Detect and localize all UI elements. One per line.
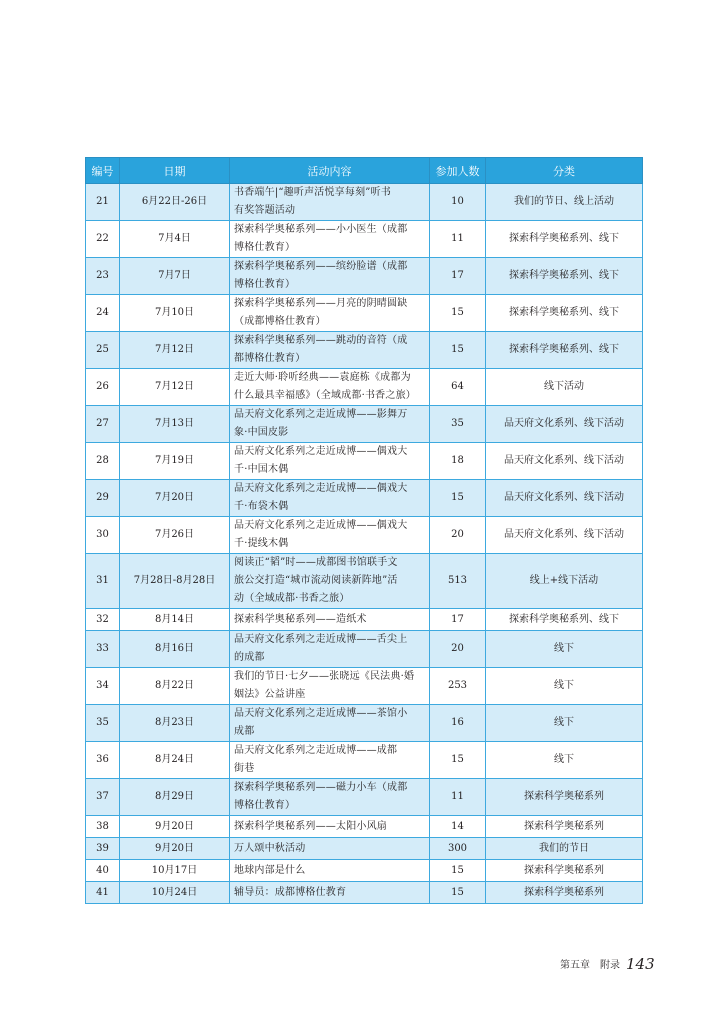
content-line: （成都博格仕教育） (234, 316, 326, 327)
content-line: 千·提线木偶 (234, 538, 289, 549)
content-line: 的成都 (234, 652, 265, 663)
page-footer (560, 955, 670, 975)
cell-participants: 15 (430, 882, 486, 904)
content-line: 探索科学奥秘系列——缤纷脸谱（成都 (234, 261, 408, 272)
cell-number: 29 (86, 480, 120, 517)
cell-participants: 15 (430, 295, 486, 332)
cell-participants: 64 (430, 369, 486, 406)
content-line: 走近大师·聆听经典——袁庭栋《成都为 (234, 372, 411, 383)
cell-category: 我们的节日、线上活动 (486, 184, 643, 221)
cell-content (230, 609, 430, 631)
table-row (86, 332, 643, 369)
header-date: 日期 (120, 158, 230, 184)
cell-date: 8月22日 (120, 668, 230, 705)
content-line: 什么最具幸福感》（全域成都·书香之旅） (234, 390, 416, 401)
cell-content (230, 517, 430, 554)
cell-participants: 10 (430, 184, 486, 221)
cell-number: 41 (86, 882, 120, 904)
cell-number: 37 (86, 779, 120, 816)
content-line: 书香端午|“趣听声活悦享每刻”听书 (234, 187, 391, 198)
content-line: 我们的节日·七夕——张晓远《民法典·婚 (234, 671, 415, 682)
cell-participants: 18 (430, 443, 486, 480)
content-line: 阅读正“韬”时——成都图书馆联手文 (234, 557, 398, 568)
content-line: 探索科学奥秘系列——月亮的阴晴圆缺 (234, 298, 408, 309)
content-line: 品天府文化系列之走近成博——偶戏大 (234, 483, 408, 494)
cell-participants: 20 (430, 517, 486, 554)
cell-date: 8月24日 (120, 742, 230, 779)
cell-category: 线下 (486, 742, 643, 779)
cell-content (230, 406, 430, 443)
cell-category: 探索科学奥秘系列 (486, 816, 643, 838)
table-row (86, 184, 643, 221)
content-line: 博格仕教育） (234, 242, 296, 253)
cell-category: 探索科学奥秘系列、线下 (486, 258, 643, 295)
cell-category: 探索科学奥秘系列、线下 (486, 609, 643, 631)
content-line: 都博格仕教育） (234, 353, 306, 364)
table-row (86, 631, 643, 668)
cell-number: 21 (86, 184, 120, 221)
content-line: 品天府文化系列之走近成博——舌尖上 (234, 634, 408, 645)
cell-number: 22 (86, 221, 120, 258)
content-line: 地球内部是什么 (234, 864, 306, 876)
cell-category: 探索科学奥秘系列、线下 (486, 332, 643, 369)
table-row (86, 295, 643, 332)
cell-number: 36 (86, 742, 120, 779)
cell-content (230, 369, 430, 406)
content-line: 探索科学奥秘系列——造纸术 (234, 613, 367, 625)
cell-content (230, 631, 430, 668)
cell-number: 39 (86, 838, 120, 860)
cell-number: 26 (86, 369, 120, 406)
cell-participants: 300 (430, 838, 486, 860)
cell-number: 32 (86, 609, 120, 631)
cell-number: 31 (86, 554, 120, 609)
cell-number: 28 (86, 443, 120, 480)
content-line: 旅公交打造“城市流动阅读新阵地”活 (234, 575, 398, 586)
table-row (86, 369, 643, 406)
cell-date: 6月22日-26日 (120, 184, 230, 221)
cell-content (230, 554, 430, 609)
table-row (86, 668, 643, 705)
cell-content (230, 443, 430, 480)
cell-date: 10月24日 (120, 882, 230, 904)
cell-content (230, 221, 430, 258)
table-row (86, 742, 643, 779)
cell-participants: 14 (430, 816, 486, 838)
cell-category: 线下活动 (486, 369, 643, 406)
cell-participants: 11 (430, 221, 486, 258)
cell-date: 9月20日 (120, 816, 230, 838)
cell-category: 品天府文化系列、线下活动 (486, 517, 643, 554)
cell-category: 线下 (486, 705, 643, 742)
cell-participants: 35 (430, 406, 486, 443)
cell-content (230, 882, 430, 904)
content-line: 品天府文化系列之走近成博——茶馆小 (234, 708, 408, 719)
cell-category: 品天府文化系列、线下活动 (486, 443, 643, 480)
cell-number: 40 (86, 860, 120, 882)
cell-participants: 16 (430, 705, 486, 742)
cell-category: 探索科学奥秘系列 (486, 882, 643, 904)
cell-number: 30 (86, 517, 120, 554)
cell-date: 7月20日 (120, 480, 230, 517)
cell-date: 7月12日 (120, 369, 230, 406)
chapter-label: 第五章 附录 (560, 960, 620, 971)
table-row (86, 705, 643, 742)
table-row (86, 443, 643, 480)
table-row (86, 258, 643, 295)
content-line: 成都 (234, 726, 255, 737)
header-category: 分类 (486, 158, 643, 184)
cell-category: 探索科学奥秘系列、线下 (486, 221, 643, 258)
cell-number: 24 (86, 295, 120, 332)
content-line: 辅导员：成都博格仕教育 (234, 886, 347, 898)
cell-number: 25 (86, 332, 120, 369)
content-line: 象·中国皮影 (234, 427, 289, 438)
cell-content (230, 705, 430, 742)
cell-participants: 15 (430, 860, 486, 882)
content-line: 动（全域成都·书香之旅） (234, 593, 350, 604)
content-line: 探索科学奥秘系列——小小医生（成都 (234, 224, 408, 235)
content-line: 万人颂中秋活动 (234, 842, 306, 854)
cell-date: 8月23日 (120, 705, 230, 742)
header-participants: 参加人数 (430, 158, 486, 184)
table-row (86, 838, 643, 860)
table-row (86, 406, 643, 443)
cell-number: 23 (86, 258, 120, 295)
content-line: 品天府文化系列之走近成博——偶戏大 (234, 520, 408, 531)
cell-category: 线下 (486, 668, 643, 705)
cell-number: 35 (86, 705, 120, 742)
cell-number: 34 (86, 668, 120, 705)
cell-date: 7月26日 (120, 517, 230, 554)
cell-date: 8月14日 (120, 609, 230, 631)
content-line: 博格仕教育） (234, 800, 296, 811)
content-line: 品天府文化系列之走近成博——偶戏大 (234, 446, 408, 457)
cell-date: 7月19日 (120, 443, 230, 480)
content-line: 博格仕教育） (234, 279, 296, 290)
cell-content (230, 779, 430, 816)
cell-participants: 253 (430, 668, 486, 705)
table-row (86, 480, 643, 517)
cell-category: 线下 (486, 631, 643, 668)
content-line: 探索科学奥秘系列——太阳小风扇 (234, 820, 387, 832)
cell-date: 7月12日 (120, 332, 230, 369)
content-line: 探索科学奥秘系列——跳动的音符（成 (234, 335, 408, 346)
content-line: 姻法》公益讲座 (234, 689, 306, 700)
table-header-row (86, 158, 643, 184)
cell-content (230, 668, 430, 705)
cell-participants: 15 (430, 332, 486, 369)
cell-category: 品天府文化系列、线下活动 (486, 406, 643, 443)
table-row (86, 860, 643, 882)
cell-category: 探索科学奥秘系列 (486, 860, 643, 882)
cell-category: 品天府文化系列、线下活动 (486, 480, 643, 517)
cell-date: 7月7日 (120, 258, 230, 295)
table-row (86, 882, 643, 904)
cell-content (230, 295, 430, 332)
content-line: 品天府文化系列之走近成博——影舞万 (234, 409, 408, 420)
cell-date: 8月29日 (120, 779, 230, 816)
cell-participants: 11 (430, 779, 486, 816)
content-line: 有奖答题活动 (234, 205, 296, 216)
table-row (86, 779, 643, 816)
cell-date: 7月13日 (120, 406, 230, 443)
cell-category: 线上+线下活动 (486, 554, 643, 609)
content-line: 千·中国木偶 (234, 464, 289, 475)
cell-content (230, 742, 430, 779)
table-row (86, 554, 643, 609)
cell-category: 探索科学奥秘系列、线下 (486, 295, 643, 332)
table-row (86, 816, 643, 838)
table-body (86, 184, 643, 904)
table-row (86, 221, 643, 258)
cell-content (230, 258, 430, 295)
activity-table (85, 157, 643, 904)
cell-participants: 17 (430, 258, 486, 295)
table-row (86, 517, 643, 554)
cell-date: 9月20日 (120, 838, 230, 860)
content-line: 探索科学奥秘系列——磁力小车（成都 (234, 782, 408, 793)
cell-content (230, 184, 430, 221)
content-line: 街巷 (234, 763, 255, 774)
header-number: 编号 (86, 158, 120, 184)
cell-participants: 17 (430, 609, 486, 631)
content-line: 千·布袋木偶 (234, 501, 289, 512)
cell-participants: 15 (430, 742, 486, 779)
page-number: 143 (626, 955, 655, 973)
cell-date: 8月16日 (120, 631, 230, 668)
cell-number: 27 (86, 406, 120, 443)
cell-participants: 15 (430, 480, 486, 517)
header-content: 活动内容 (230, 158, 430, 184)
cell-date: 7月4日 (120, 221, 230, 258)
content-line: 品天府文化系列之走近成博——成都 (234, 745, 398, 756)
cell-content (230, 860, 430, 882)
cell-number: 33 (86, 631, 120, 668)
table-row (86, 609, 643, 631)
cell-content (230, 838, 430, 860)
cell-number: 38 (86, 816, 120, 838)
cell-participants: 513 (430, 554, 486, 609)
cell-content (230, 816, 430, 838)
cell-content (230, 480, 430, 517)
cell-category: 我们的节日 (486, 838, 643, 860)
cell-participants: 20 (430, 631, 486, 668)
cell-date: 7月28日-8月28日 (120, 554, 230, 609)
cell-date: 7月10日 (120, 295, 230, 332)
cell-category: 探索科学奥秘系列 (486, 779, 643, 816)
cell-content (230, 332, 430, 369)
cell-date: 10月17日 (120, 860, 230, 882)
